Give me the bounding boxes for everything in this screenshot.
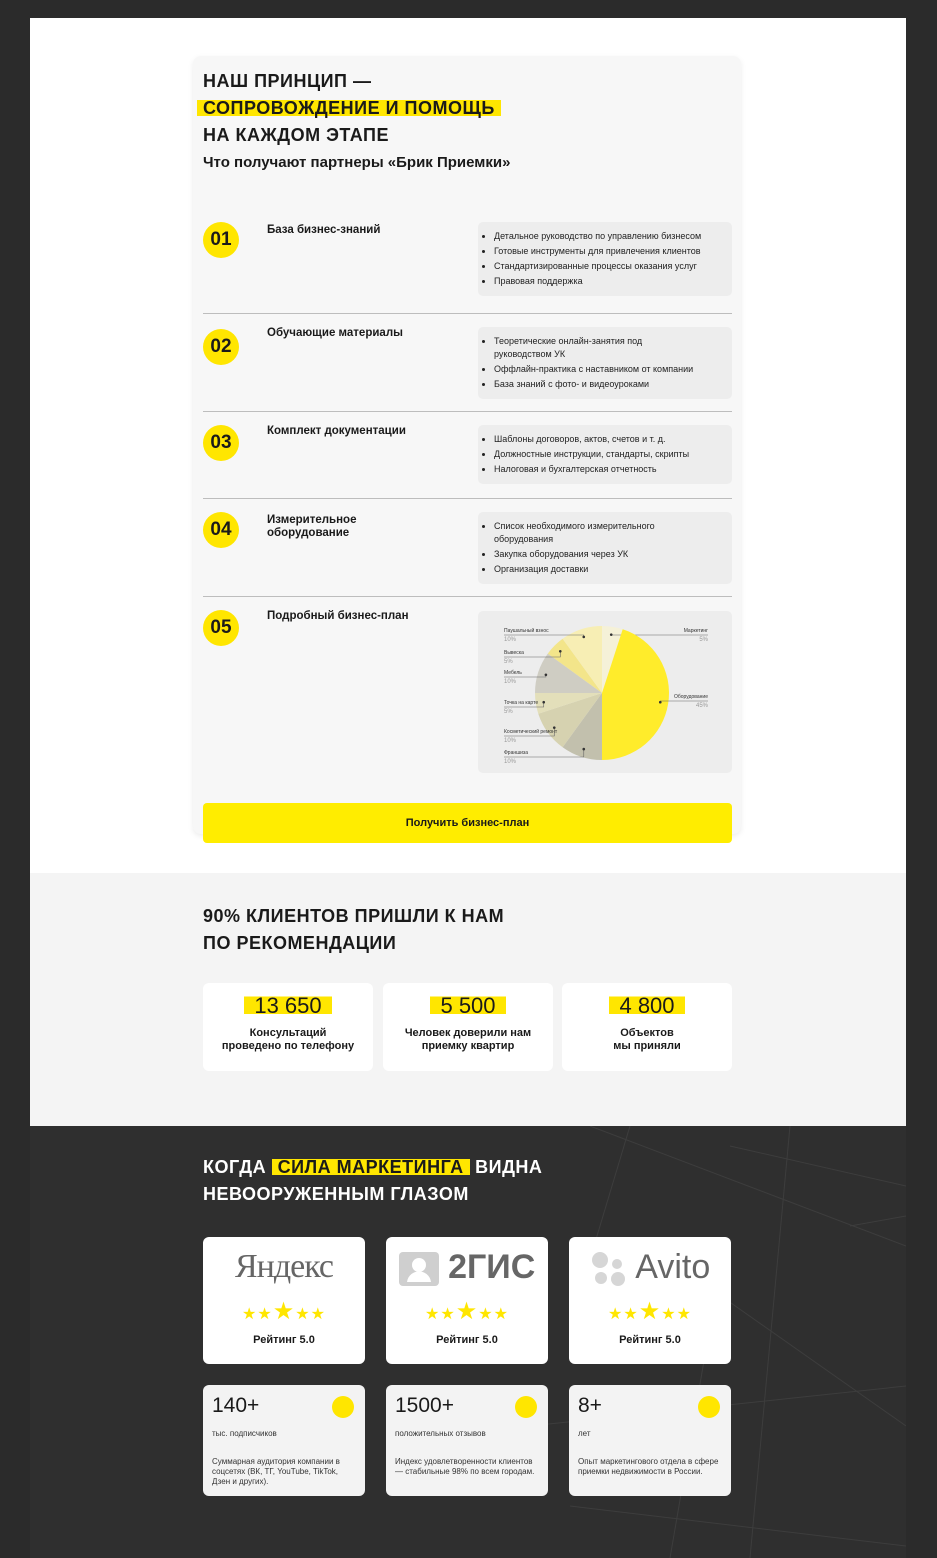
pie-leader-dot (545, 673, 548, 676)
step-number: 02 (203, 329, 239, 365)
step-number: 01 (203, 222, 239, 258)
recommend-title: 90% КЛИЕНТОВ ПРИШЛИ К НАМ ПО РЕКОМЕНДАЦИИ (203, 906, 505, 953)
rating-stars: ★★★★★ (242, 1298, 326, 1325)
step-bullets: • Список необходимого измерительного оборудования • Закупка оборудования через УК • Организация доставки (478, 512, 732, 584)
top-bar (0, 0, 937, 18)
step-number: 04 (203, 512, 239, 548)
pie-label: Паушальный взнос (504, 628, 549, 634)
pie-percent: 10% (504, 679, 517, 685)
stat-card-people (383, 983, 553, 1071)
step-label: Измерительное оборудование (267, 514, 357, 539)
pie-label: Косметический ремонт (504, 729, 558, 735)
rating-label: Рейтинг 5.0 (253, 1334, 315, 1346)
stat-value: 13 650 (244, 993, 331, 1018)
step-bullets: • Шаблоны договоров, актов, счетов и т. д. • Должностные инструкции, стандарты, скрипты • Налоговая и бухгалтерская отчетность (478, 425, 732, 484)
stat-card-consultations (203, 983, 373, 1071)
pie-percent: 10% (504, 637, 517, 643)
divider (203, 596, 732, 597)
pie-leader-dot (582, 748, 585, 751)
stat-label: Человек доверили нам приемку квартир (404, 1027, 532, 1052)
pie-percent: 5% (504, 709, 513, 715)
metric-card-reviews (386, 1385, 548, 1496)
rating-stars: ★★★★★ (608, 1298, 692, 1325)
step-number: 05 (203, 610, 239, 646)
pie-label: Франшиза (504, 750, 529, 756)
rating-label: Рейтинг 5.0 (619, 1334, 681, 1346)
rating-card-yandex[interactable] (203, 1237, 365, 1364)
pie-percent: 5% (699, 637, 708, 643)
principle-subtitle: Что получают партнеры «Брик Приемки» (203, 154, 511, 171)
rating-stars: ★★★★★ (425, 1298, 509, 1325)
pie-percent: 10% (504, 759, 517, 765)
pie-svg (478, 611, 732, 773)
step-label: Обучающие материалы (267, 327, 403, 339)
stat-label: Объектов мы приняли (613, 1027, 681, 1052)
step-label: База бизнес-знаний (267, 224, 381, 236)
yellow-dot-icon (515, 1396, 537, 1418)
step-label: Комплект документации (267, 425, 406, 437)
2gis-map-icon (399, 1252, 439, 1286)
metric-unit: лет (578, 1429, 591, 1438)
metric-description: Опыт маркетингового отдела в сфере приемки недвижимости в России. (578, 1457, 719, 1476)
pie-label: Маркетинг (683, 628, 708, 634)
pie-label: Точка на карте (504, 700, 539, 706)
pie-leader-dot (582, 636, 585, 639)
marketing-title: КОГДА СИЛА МАРКЕТИНГА ВИДНА НЕВООРУЖЕННЫМ ГЛАЗОМ (203, 1157, 543, 1204)
yandex-logo: Яндекс (234, 1248, 334, 1285)
metric-card-years (569, 1385, 731, 1496)
step-label: Подробный бизнес-план (267, 610, 409, 622)
pie-percent: 5% (504, 659, 513, 665)
metric-unit: тыс. подписчиков (212, 1429, 277, 1438)
yellow-dot-icon (332, 1396, 354, 1418)
step-bullets: • Детальное руководство по управлению бизнесом • Готовые инструменты для привлечения клиентов • Стандартизированные процессы оказания услуг • Правовая поддержка (478, 222, 732, 296)
principle-section (30, 18, 906, 873)
metric-description: Суммарная аудитория компании в соцсетях (ВК, ТГ, YouTube, TikTok, Дзен и других). (212, 1457, 340, 1486)
get-business-plan-button[interactable]: Получить бизнес-план (203, 803, 732, 843)
metric-unit: положительных отзывов (395, 1429, 486, 1438)
recommend-section (30, 873, 906, 1126)
marketing-title-highlight: СИЛА МАРКЕТИНГА (272, 1157, 470, 1177)
yellow-dot-icon (698, 1396, 720, 1418)
avito-dots-icon (590, 1251, 628, 1287)
principle-title: НАШ ПРИНЦИП — СОПРОВОЖДЕНИЕ И ПОМОЩЬ НА КАЖДОМ ЭТАПЕ (203, 68, 501, 149)
metric-value: 140+ (212, 1394, 260, 1417)
pie-label: Мебель (504, 670, 522, 676)
budget-pie-chart (478, 611, 732, 773)
principle-card (193, 56, 741, 834)
pie-percent: 10% (504, 738, 517, 744)
principle-title-highlight: СОПРОВОЖДЕНИЕ И ПОМОЩЬ (197, 98, 501, 118)
avito-logo: Avito (569, 1245, 731, 1289)
2gis-logo: 2ГИС (386, 1245, 548, 1289)
metric-value: 1500+ (395, 1394, 454, 1417)
rating-label: Рейтинг 5.0 (436, 1334, 498, 1346)
pie-label: Вывеска (504, 650, 524, 656)
stat-label: Консультаций проведено по телефону (221, 1027, 355, 1052)
rating-card-2gis[interactable] (386, 1237, 548, 1364)
rating-card-avito[interactable] (569, 1237, 731, 1364)
metric-description: Индекс удовлетворенности клиентов — стабильные 98% по всем городам. (395, 1457, 535, 1476)
divider (203, 411, 732, 412)
pie-leader-dot (610, 633, 613, 636)
stat-value: 5 500 (430, 993, 505, 1018)
pie-percent: 45% (695, 703, 708, 709)
step-bullets: • Теоретические онлайн-занятия под руководством УК • Оффлайн-практика с наставником от компании • База знаний с фото- и видеоуроками (478, 327, 732, 399)
metric-card-subscribers (203, 1385, 365, 1496)
stat-value: 4 800 (609, 993, 684, 1018)
step-number: 03 (203, 425, 239, 461)
marketing-section (30, 1126, 906, 1558)
pie-leader-dot (659, 701, 662, 704)
divider (203, 498, 732, 499)
metric-value: 8+ (578, 1394, 602, 1417)
stat-card-objects (562, 983, 732, 1071)
divider (203, 313, 732, 314)
pie-leader-dot (559, 650, 562, 653)
pie-label: Оборудование (673, 694, 708, 700)
pie-leader-dot (542, 701, 545, 704)
